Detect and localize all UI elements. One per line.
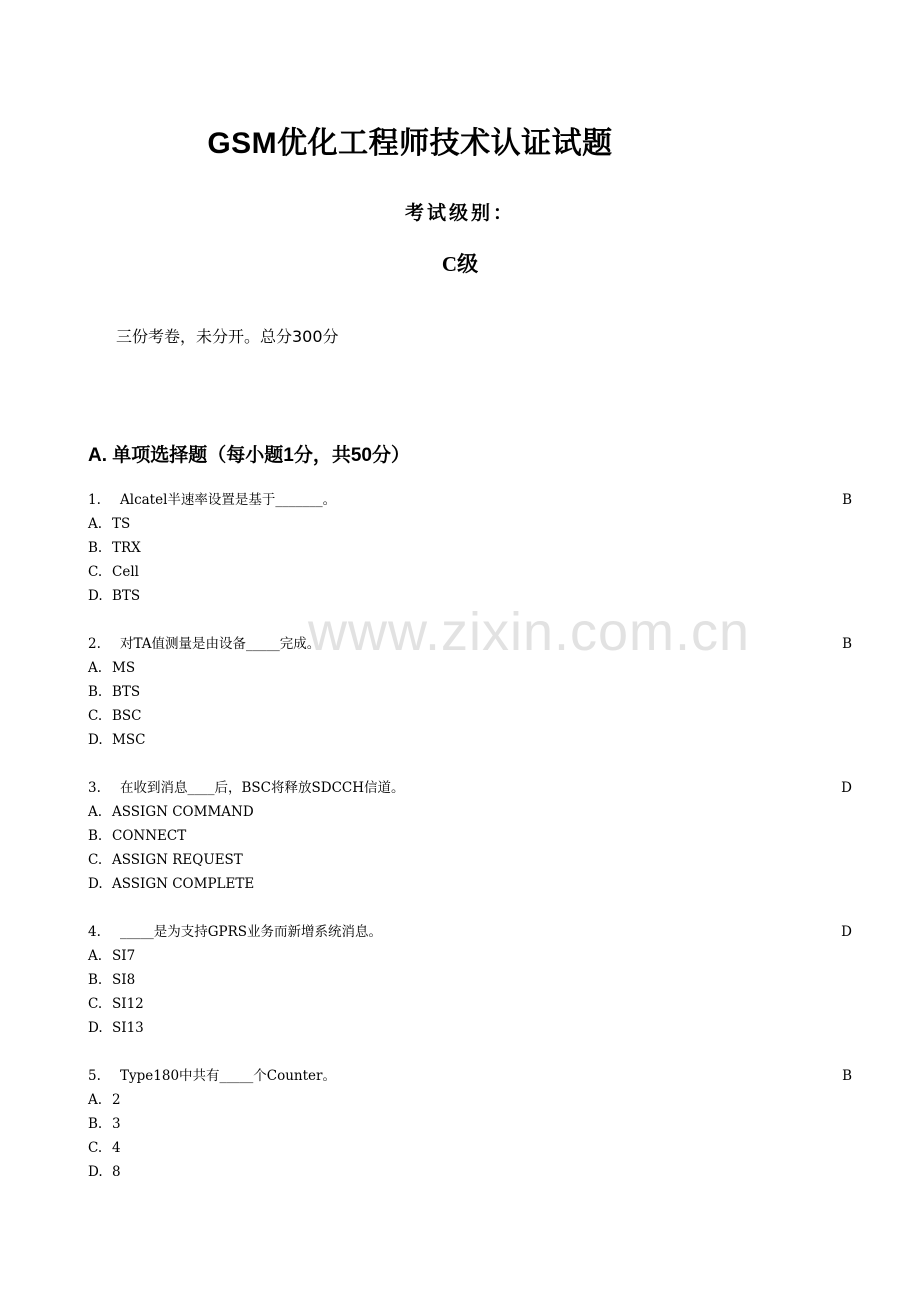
- option-letter: A.: [88, 948, 103, 964]
- watermark: www.zixin.com.cn: [307, 602, 751, 662]
- answer-key: D: [841, 780, 852, 796]
- option-text: SI12: [112, 996, 144, 1012]
- intro-note: 三份考卷，未分开。总分300分: [116, 327, 339, 346]
- option-text: 8: [112, 1164, 121, 1180]
- option-line: [88, 872, 852, 896]
- option-line: [88, 800, 852, 824]
- option-letter: D.: [88, 876, 103, 892]
- option-letter: B.: [88, 972, 103, 988]
- question-item: [88, 776, 852, 896]
- option-letter: B.: [88, 540, 103, 556]
- option-letter: D.: [88, 1020, 103, 1036]
- option-line: [88, 536, 852, 560]
- option-letter: C.: [88, 1140, 103, 1156]
- option-letter: B.: [88, 684, 103, 700]
- question-text: Type180中共有_____个Counter。: [120, 1068, 336, 1084]
- option-letter: A.: [88, 804, 103, 820]
- answer-key: B: [842, 1068, 852, 1084]
- option-letter: D.: [88, 588, 103, 604]
- option-line: [88, 1016, 852, 1040]
- answer-key: B: [842, 492, 852, 508]
- option-text: BTS: [112, 588, 141, 604]
- exam-level-value: C级: [441, 252, 479, 276]
- question-item: [88, 632, 852, 752]
- option-line: [88, 584, 852, 608]
- option-letter: D.: [88, 732, 103, 748]
- option-text: MS: [112, 660, 136, 676]
- exam-level-label: 考试级别：: [404, 202, 515, 224]
- question-line: [88, 1064, 852, 1088]
- option-letter: A.: [88, 516, 103, 532]
- question-line: [88, 488, 852, 512]
- question-text: 对TA值测量是由设备_____完成。: [120, 636, 321, 652]
- option-text: 2: [112, 1092, 121, 1108]
- question-number: 1.: [88, 492, 101, 508]
- question-number: 2.: [88, 636, 101, 652]
- option-line: [88, 968, 852, 992]
- option-text: ASSIGN COMMAND: [112, 804, 254, 820]
- question-item: [88, 488, 852, 608]
- option-text: SI7: [112, 948, 136, 964]
- option-line: [88, 824, 852, 848]
- option-text: SI8: [112, 972, 136, 988]
- option-letter: C.: [88, 852, 103, 868]
- question-text: _____是为支持GPRS业务而新增系统消息。: [120, 924, 383, 940]
- option-text: BSC: [112, 708, 142, 724]
- question-item: [88, 1064, 852, 1184]
- question-list: [88, 488, 852, 1208]
- option-line: [88, 944, 852, 968]
- question-line: [88, 776, 852, 800]
- question-number: 3.: [88, 780, 101, 796]
- option-letter: C.: [88, 996, 103, 1012]
- option-letter: D.: [88, 1164, 103, 1180]
- option-line: [88, 1112, 852, 1136]
- option-text: 3: [112, 1116, 121, 1132]
- section-heading: A. 单项选择题（每小题1分，共50分）: [88, 445, 410, 466]
- option-text: BTS: [112, 684, 141, 700]
- option-letter: C.: [88, 564, 103, 580]
- option-text: TRX: [112, 540, 141, 556]
- question-item: [88, 920, 852, 1040]
- question-line: [88, 920, 852, 944]
- option-line: [88, 1160, 852, 1184]
- option-letter: A.: [88, 660, 103, 676]
- question-line: [88, 632, 852, 656]
- option-letter: A.: [88, 1092, 103, 1108]
- option-line: [88, 560, 852, 584]
- option-line: [88, 1088, 852, 1112]
- option-line: [88, 512, 852, 536]
- option-text: SI13: [112, 1020, 144, 1036]
- option-letter: C.: [88, 708, 103, 724]
- option-line: [88, 992, 852, 1016]
- answer-key: D: [841, 924, 852, 940]
- option-line: [88, 848, 852, 872]
- option-letter: B.: [88, 1116, 103, 1132]
- option-text: Cell: [112, 564, 139, 580]
- option-text: CONNECT: [112, 828, 187, 844]
- option-line: [88, 728, 852, 752]
- document-title: GSM优化工程师技术认证试题: [207, 127, 613, 160]
- option-text: MSC: [112, 732, 146, 748]
- option-text: ASSIGN COMPLETE: [112, 876, 255, 892]
- option-line: [88, 1136, 852, 1160]
- option-text: ASSIGN REQUEST: [112, 852, 243, 868]
- question-text: Alcatel半速率设置是基于_______。: [120, 492, 337, 508]
- option-line: [88, 704, 852, 728]
- option-line: [88, 680, 852, 704]
- option-line: [88, 656, 852, 680]
- option-text: TS: [112, 516, 131, 532]
- option-letter: B.: [88, 828, 103, 844]
- question-number: 5.: [88, 1068, 101, 1084]
- option-text: 4: [112, 1140, 121, 1156]
- question-text: 在收到消息____后，BSC将释放SDCCH信道。: [120, 780, 405, 796]
- answer-key: B: [842, 636, 852, 652]
- question-number: 4.: [88, 924, 101, 940]
